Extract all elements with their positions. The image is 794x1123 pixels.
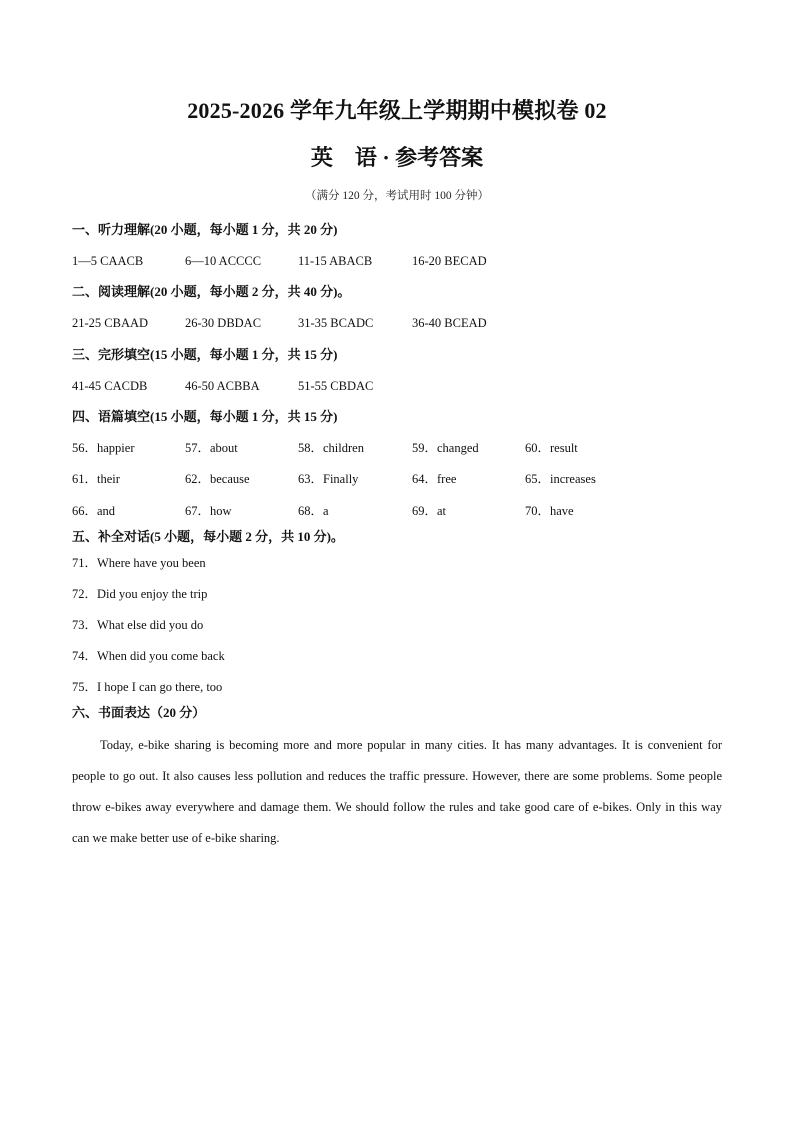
fill-answer: 65．increases: [525, 472, 596, 486]
dialogue-answer: 73．What else did you do: [72, 618, 204, 632]
answer-group: 31-35 BCADC: [298, 316, 374, 330]
model-essay: Today, e-bike sharing is becoming more and more popular in many cities. It has many advantages. It is convenient for people to go out. It also causes less pollution and reduces the traffic pressure. However, there are some problems. Some people throw e-bikes away everywhere and damage them. We should follow the rules and take good care of e-bikes. Only in this way can we make better use of e-bike sharing.: [72, 738, 722, 845]
answer-group: 6—10 ACCCC: [185, 254, 262, 268]
dialogue-answer: 71．Where have you been: [72, 556, 206, 570]
answer-group: 11-15 ABACB: [298, 254, 373, 268]
answer-group: 26-30 DBDAC: [185, 316, 262, 330]
fill-answer: 68．a: [298, 504, 329, 518]
section-heading-reading: 二、阅读理解(20 小题，每小题 2 分，共 40 分)。: [72, 284, 351, 299]
dialogue-answer: 72．Did you enjoy the trip: [72, 587, 208, 601]
fill-answer: 57．about: [185, 441, 238, 455]
section-heading-passage-fill: 四、语篇填空(15 小题，每小题 1 分，共 15 分): [72, 409, 338, 424]
section-heading-cloze: 三、完形填空(15 小题，每小题 1 分，共 15 分): [72, 347, 338, 362]
fill-answer: 63．Finally: [298, 472, 359, 486]
answer-group: 16-20 BECAD: [412, 254, 487, 268]
page-title: 2025-2026 学年九年级上学期期中模拟卷 02: [187, 98, 607, 123]
section-heading-dialogue: 五、补全对话(5 小题，每小题 2 分，共 10 分)。: [72, 529, 344, 544]
fill-answer: 69．at: [412, 504, 447, 518]
dialogue-answer: 74．When did you come back: [72, 649, 225, 663]
answer-group: 46-50 ACBBA: [185, 379, 260, 393]
answer-group: 21-25 CBAAD: [72, 316, 149, 330]
fill-answer: 67．how: [185, 504, 232, 518]
fill-answer: 62．because: [185, 472, 250, 486]
fill-answer: 66．and: [72, 504, 116, 518]
answer-group: 51-55 CBDAC: [298, 379, 374, 393]
section-heading-writing: 六、书面表达（20 分）: [72, 705, 206, 720]
fill-answer: 61．their: [72, 472, 120, 486]
answer-group: 1—5 CAACB: [72, 254, 144, 268]
fill-answer: 70．have: [525, 504, 574, 518]
fill-answer: 60．result: [525, 441, 578, 455]
fill-answer: 56．happier: [72, 441, 135, 455]
page-subtitle: 英 语 · 参考答案: [310, 145, 484, 170]
section-heading-listening: 一、听力理解(20 小题，每小题 1 分，共 20 分): [72, 222, 338, 237]
exam-note: （满分 120 分，考试用时 100 分钟）: [305, 190, 489, 202]
answer-group: 36-40 BCEAD: [412, 316, 487, 330]
fill-answer: 58．children: [298, 441, 364, 455]
answer-group: 41-45 CACDB: [72, 379, 148, 393]
fill-answer: 59．changed: [412, 441, 479, 455]
dialogue-answer: 75．I hope I can go there, too: [72, 680, 223, 694]
fill-answer: 64．free: [412, 472, 457, 486]
